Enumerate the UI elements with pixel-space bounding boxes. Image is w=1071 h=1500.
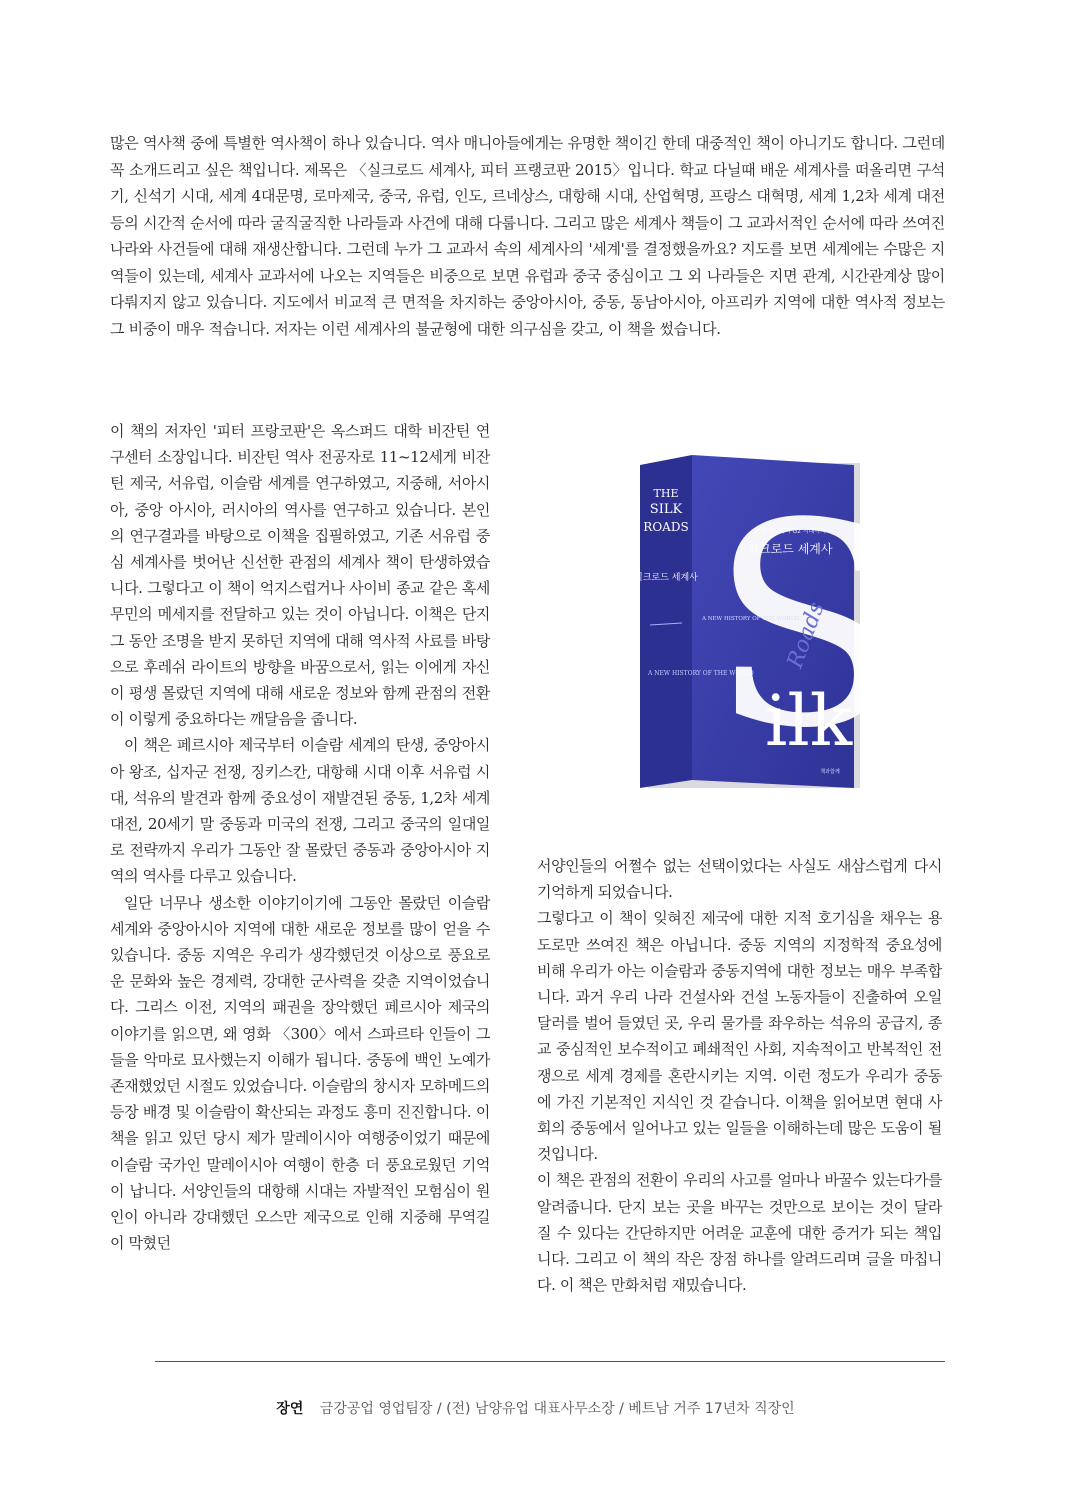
left-paragraph-1: 이 책의 저자인 '피터 프랑코판'은 옥스퍼드 대학 비잔틴 연구센터 소장입니다. 비잔틴 역사 전공자로 11~12세게 비잔틴 제국, 서유럽, 이슬람 세계를 연구하였고, 지중해, 서아시아, 중앙 아시아, 러시아의 역사를 연구하고 있습니다. 본인의 연구결과를 바탕으로 이책을 집필하였고, 기존 서유럽 중심 세계사를 벗어난 신선한 관점의 세계사 책이 탄생하였습니다. 그렇다고 이 책이 억지스럽거나 사이비 종교 같은 혹세 무민의 메세지를 전달하고 있는 것이 아닙니다. 이책은 단지 그 동안 조명을 받지 못하던 지역에 대해 역사적 사료를 바탕으로 후레쉬 라이트의 방향을 바꿈으로서, 읽는 이에게 자신이 평생 몰랐던 지역에 대해 새로운 정보와 함께 관점의 전환이 이렇게 중요하다는 깨달음을 줍니다. (110, 422, 490, 729)
right-paragraph-2: 그렇다고 이 책이 잊혀진 제국에 대한 지적 호기심을 채우는 용도로만 쓰여진 책은 아닙니다. 중동 지역의 지정학적 중요성에 비해 우리가 아는 이슬람과 중동지역에 대한 정보는 매우 부족합니다. 과거 우리 나라 건설사와 건설 노동자들이 진출하여 오일 달러를 벌어 들였던 곳, 우리 물가를 좌우하는 석유의 공급지, 종교 중심적인 보수적이고 폐쇄적인 사회, 지속적이고 반복적인 전쟁으로 세계 경제를 혼란시키는 지역. 이런 정도가 우리가 중동에 가진 기본적인 지식인 것 같습니다. 이책을 읽어보면 현대 사회의 중동에서 일어나고 있는 일들을 이해하는데 많은 도움이 될 것입니다. (537, 909, 942, 1164)
spine-title-3: ROADS (643, 520, 689, 534)
intro-paragraph (110, 130, 945, 342)
author-footer (0, 1398, 1071, 1418)
cover-title: 실크로드 세계사 (747, 542, 833, 556)
spine-korean-title: 실크로드 세계사 (640, 573, 698, 583)
left-paragraph-3: 일단 너무나 생소한 이야기이기에 그동안 몰랐던 이슬람 세계와 중앙아시아 지역에 대한 새로운 정보를 많이 얻을 수 있습니다. 중동 지역은 우리가 생각했던것 이상으로 풍요로운 문화와 높은 경제력, 강대한 군사력을 갖춘 지역이었습니다. 그리스 이전, 지역의 패권을 장악했던 페르시아 제국의 이야기를 읽으면, 왜 영화 〈300〉에서 스파르타 인들이 그들을 악마로 묘사했는지 이해가 됩니다. 중동에 백인 노예가 존재했었던 시절도 있었습니다. 이슬람의 창시자 모하메드의 등장 배경 및 이슬람이 확산되는 과정도 흥미 진진합니다. 이 책을 읽고 있던 당시 제가 말레이시아 여행중이었기 때문에 이슬람 국가인 말레이시아 여행이 한층 더 풍요로웠던 기억이 납니다. 서양인들의 대항해 시대는 자발적인 모험심이 원인이 아니라 강대했던 오스만 제국으로 인해 지중해 무역길이 막혔던 (110, 893, 490, 1253)
cover-script-roads: Roads (782, 598, 830, 672)
intro-text: 많은 역사책 중에 특별한 역사책이 하나 있습니다. 역사 매니아들에게는 유명한 책이긴 한데 대중적인 책이 아니기도 합니다. 그런데 꼭 소개드리고 싶은 책입니다. 제목은 〈실크로드 세계사, 피터 프랭코판 2015〉입니다. 학교 다닐때 배운 세계사를 떠올리면 구석기, 신석기 시대, 세계 4대문명, 로마제국, 중국, 유럽, 인도, 르네상스, 대항해 시대, 산업혁명, 프랑스 대혁명, 세계 1,2차 세계 대전 등의 시간적 순서에 따라 굴직굴직한 나라들과 사건에 대해 다룹니다. 그리고 많은 세계사 책들이 그 교과서적인 순서에 따라 쓰여진 나라와 사건들에 대해 재생산합니다. 그런데 누가 그 교과서 속의 세계사의 '세계'를 결정했을까요? 지도를 보면 세계에는 수많은 지역들이 있는데, 세계사 교과서에 나오는 지역들은 비중으로 보면 유럽과 중국 중심이고 그 외 나라들은 지면 관계, 시간관계상 많이 다뤄지지 않고 있습니다. 지도에서 비교적 큰 면적을 차지하는 중앙아시아, 중동, 동남아시아, 아프리카 지역에 대한 역사적 정보는 그 비중이 매우 적습니다. 저자는 이런 세계사의 불균형에 대한 의구심을 갖고, 이 책을 썼습니다. (110, 134, 945, 338)
left-paragraph-2: 이 책은 페르시아 제국부터 이슬람 세계의 탄생, 중앙아시아 왕조, 십자군 전쟁, 징키스칸, 대항해 시대 이후 서유럽 시대, 석유의 발견과 함께 중요성이 재발견된 중동, 1,2차 세계대전, 20세기 말 중동과 미국의 전쟁, 그리고 중국의 일대일로 전략까지 우리가 그동안 잘 몰랐던 중동과 중앙아시아 지역의 역사를 다루고 있습니다. (110, 736, 490, 886)
book-cover-image (640, 455, 860, 790)
cover-tagline: 고대 제국에서 G2 시대까지 (753, 528, 827, 535)
author-info: 금강공업 영업팀장 / (전) 남양유업 대표사무소장 / 베트남 거주 17년차 직장인 (319, 1401, 795, 1417)
cover-ilk: ilk (765, 680, 853, 762)
right-column (537, 853, 942, 1298)
spine-title-2: SILK (649, 502, 683, 517)
author-name: 장연 (276, 1401, 304, 1417)
left-column (110, 418, 490, 1257)
spine-title-1: THE (653, 487, 679, 500)
spine-subtitle: A NEW HISTORY OF THE WORLD (648, 670, 754, 677)
book-illustration (640, 455, 860, 790)
footer-divider (155, 1361, 945, 1362)
cover-subtitle-en: A NEW HISTORY OF THE WORLD (702, 616, 799, 622)
publisher-logo: 책과함께 (820, 769, 840, 775)
right-paragraph-1: 서양인들의 어쩔수 없는 선택이었다는 사실도 새삼스럽게 다시 기억하게 되었습니다. (537, 857, 942, 902)
right-paragraph-3: 이 책은 관점의 전환이 우리의 사고를 얼마나 바꿀수 있는다가를 알려줍니다. 단지 보는 곳을 바꾸는 것만으로 보이는 것이 달라질 수 있다는 간단하지만 어려운 교훈에 대한 증거가 되는 책입니다. 그리고 이 책의 작은 장점 하나를 알려드리며 글을 마칩니다. 이 책은 만화처럼 재밌습니다. (537, 1171, 942, 1295)
cover-big-s: S (710, 464, 860, 790)
